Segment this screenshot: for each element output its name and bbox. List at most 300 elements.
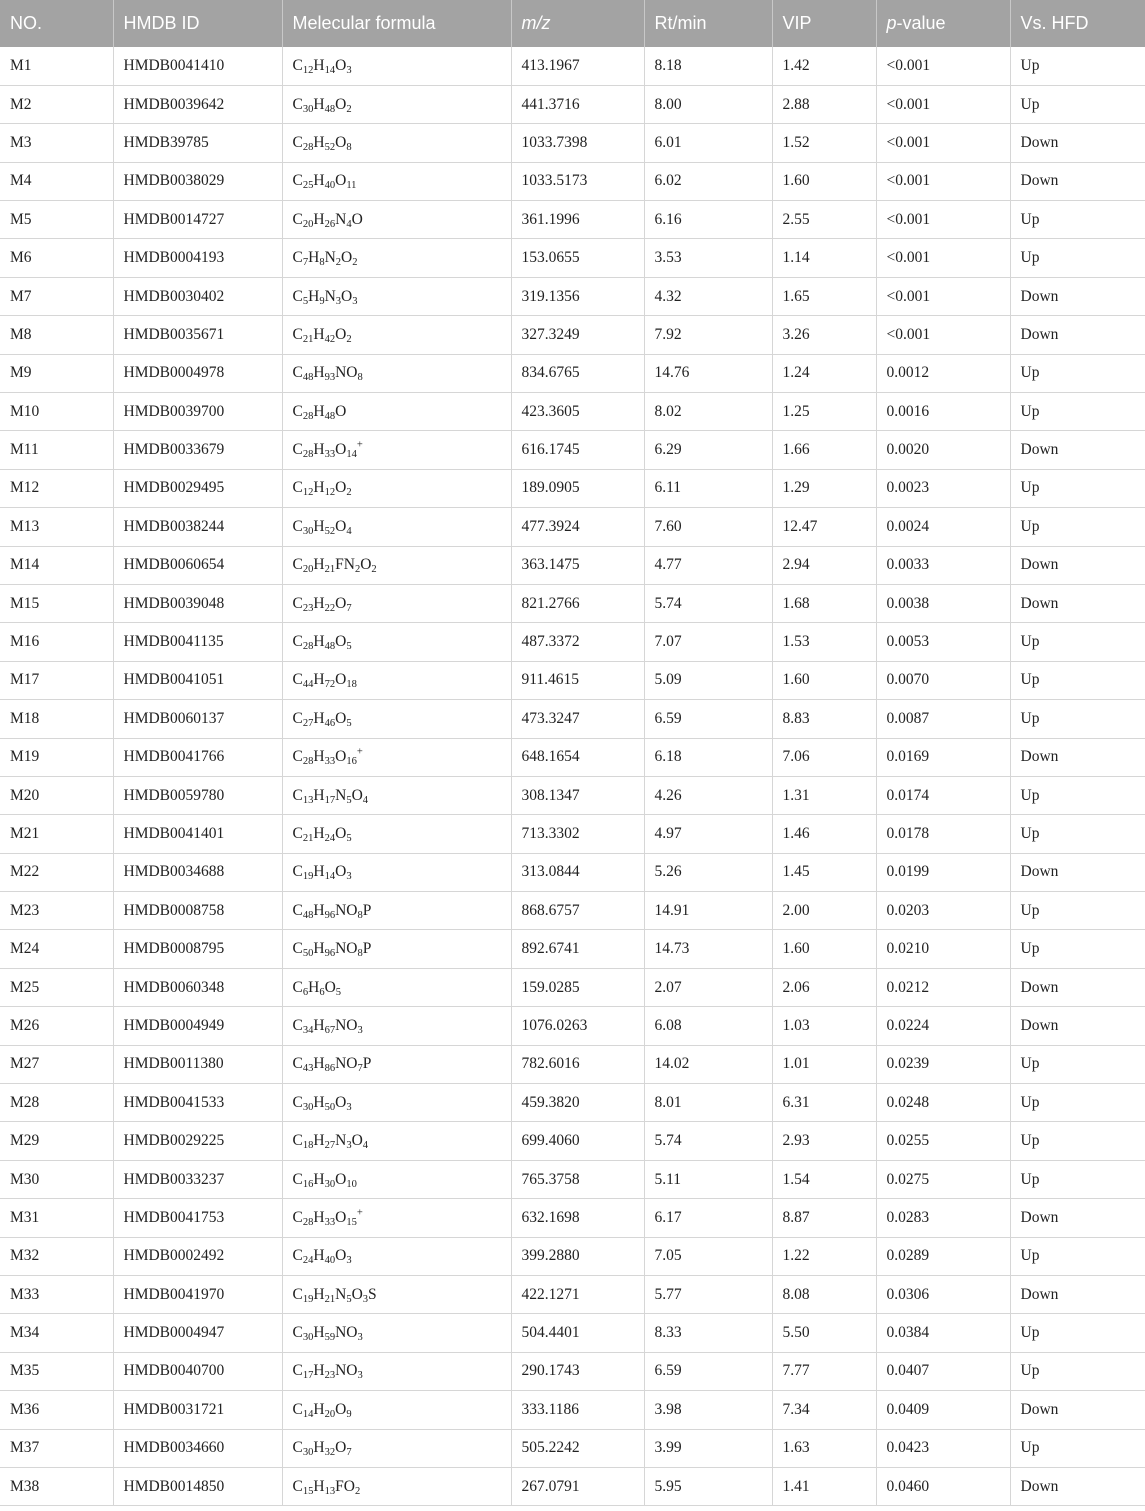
cell-formula: $C_5H_9N_3O_3$: [282, 277, 511, 315]
cell-vs-hfd: Up: [1010, 1429, 1145, 1467]
cell-rt: 3.99: [644, 1429, 772, 1467]
table-row: [0, 469, 1145, 507]
cell-formula: $C_{18}H_{27}N_3O_4$: [282, 1122, 511, 1160]
cell-vs-hfd: Down: [1010, 1199, 1145, 1237]
cell-vip: 1.31: [772, 776, 876, 814]
cell-no: M11: [0, 431, 113, 469]
cell-no: M28: [0, 1084, 113, 1122]
cell-vs-hfd: Down: [1010, 1467, 1145, 1505]
cell-p-value: 0.0169: [876, 738, 1010, 776]
cell-hmdb-id: HMDB39785: [113, 124, 282, 162]
table-row: [0, 1122, 1145, 1160]
cell-hmdb-id: HMDB0041766: [113, 738, 282, 776]
cell-hmdb-id: HMDB0004949: [113, 1007, 282, 1045]
cell-no: M9: [0, 354, 113, 392]
cell-hmdb-id: HMDB0014850: [113, 1467, 282, 1505]
cell-hmdb-id: HMDB0038244: [113, 508, 282, 546]
cell-formula: $C_{23}H_{22}O_7$: [282, 584, 511, 622]
cell-rt: 7.07: [644, 623, 772, 661]
cell-p-value: <0.001: [876, 239, 1010, 277]
cell-formula: $C_{48}H_{93}NO_8$: [282, 354, 511, 392]
cell-vs-hfd: Down: [1010, 162, 1145, 200]
cell-no: M3: [0, 124, 113, 162]
cell-vip: 2.00: [772, 892, 876, 930]
cell-formula: $C_{28}H_{48}O$: [282, 393, 511, 431]
cell-hmdb-id: HMDB0060137: [113, 700, 282, 738]
cell-no: M22: [0, 853, 113, 891]
cell-p-value: 0.0087: [876, 700, 1010, 738]
cell-rt: 6.17: [644, 1199, 772, 1237]
cell-vip: 12.47: [772, 508, 876, 546]
cell-vip: 1.60: [772, 162, 876, 200]
cell-no: M1: [0, 47, 113, 85]
cell-rt: 6.11: [644, 469, 772, 507]
cell-hmdb-id: HMDB0004193: [113, 239, 282, 277]
cell-no: M35: [0, 1352, 113, 1390]
cell-no: M16: [0, 623, 113, 661]
cell-formula: $C_{34}H_{67}NO_3$: [282, 1007, 511, 1045]
cell-p-value: 0.0070: [876, 661, 1010, 699]
cell-vip: 3.26: [772, 316, 876, 354]
cell-rt: 5.95: [644, 1467, 772, 1505]
cell-rt: 8.01: [644, 1084, 772, 1122]
cell-vs-hfd: Down: [1010, 968, 1145, 1006]
cell-formula: $C_{44}H_{72}O_{18}$: [282, 661, 511, 699]
cell-no: M31: [0, 1199, 113, 1237]
cell-formula: $C_{30}H_{52}O_4$: [282, 508, 511, 546]
cell-rt: 5.09: [644, 661, 772, 699]
cell-vip: 1.25: [772, 393, 876, 431]
cell-vip: 1.68: [772, 584, 876, 622]
cell-rt: 6.01: [644, 124, 772, 162]
cell-hmdb-id: HMDB0014727: [113, 201, 282, 239]
cell-p-value: 0.0210: [876, 930, 1010, 968]
cell-mz: 868.6757: [511, 892, 644, 930]
cell-mz: 423.3605: [511, 393, 644, 431]
table-row: [0, 201, 1145, 239]
cell-vs-hfd: Up: [1010, 661, 1145, 699]
cell-no: M37: [0, 1429, 113, 1467]
cell-rt: 8.18: [644, 47, 772, 85]
cell-hmdb-id: HMDB0059780: [113, 776, 282, 814]
cell-rt: 5.74: [644, 584, 772, 622]
cell-vs-hfd: Up: [1010, 85, 1145, 123]
cell-rt: 14.76: [644, 354, 772, 392]
cell-p-value: 0.0460: [876, 1467, 1010, 1505]
cell-hmdb-id: HMDB0034688: [113, 853, 282, 891]
cell-rt: 5.77: [644, 1276, 772, 1314]
cell-vs-hfd: Up: [1010, 239, 1145, 277]
table-row: [0, 815, 1145, 853]
cell-rt: 5.11: [644, 1160, 772, 1198]
cell-vip: 2.93: [772, 1122, 876, 1160]
table-row: [0, 316, 1145, 354]
cell-vs-hfd: Down: [1010, 124, 1145, 162]
cell-hmdb-id: HMDB0039700: [113, 393, 282, 431]
table-row: [0, 1429, 1145, 1467]
cell-vip: 1.53: [772, 623, 876, 661]
cell-mz: 911.4615: [511, 661, 644, 699]
cell-formula: $C_{24}H_{40}O_3$: [282, 1237, 511, 1275]
cell-formula: $C_{28}H_{48}O_5$: [282, 623, 511, 661]
cell-mz: 504.4401: [511, 1314, 644, 1352]
cell-hmdb-id: HMDB0041135: [113, 623, 282, 661]
cell-no: M15: [0, 584, 113, 622]
table-row: [0, 393, 1145, 431]
cell-formula: $C_{19}H_{14}O_3$: [282, 853, 511, 891]
cell-formula: $C_{43}H_{86}NO_7P$: [282, 1045, 511, 1083]
cell-p-value: 0.0038: [876, 584, 1010, 622]
cell-vip: 1.14: [772, 239, 876, 277]
cell-mz: 313.0844: [511, 853, 644, 891]
cell-no: M38: [0, 1467, 113, 1505]
cell-p-value: 0.0012: [876, 354, 1010, 392]
cell-hmdb-id: HMDB0038029: [113, 162, 282, 200]
table-row: [0, 1007, 1145, 1045]
cell-p-value: 0.0178: [876, 815, 1010, 853]
cell-mz: 892.6741: [511, 930, 644, 968]
cell-p-value: 0.0407: [876, 1352, 1010, 1390]
cell-p-value: 0.0423: [876, 1429, 1010, 1467]
cell-vip: 5.50: [772, 1314, 876, 1352]
cell-rt: 4.32: [644, 277, 772, 315]
table-row: [0, 853, 1145, 891]
cell-rt: 4.97: [644, 815, 772, 853]
cell-vs-hfd: Up: [1010, 1314, 1145, 1352]
cell-vs-hfd: Up: [1010, 1084, 1145, 1122]
table-row: [0, 892, 1145, 930]
cell-vs-hfd: Up: [1010, 776, 1145, 814]
cell-formula: $C_{28}H_{52}O_8$: [282, 124, 511, 162]
cell-rt: 6.18: [644, 738, 772, 776]
cell-p-value: 0.0023: [876, 469, 1010, 507]
cell-vs-hfd: Down: [1010, 738, 1145, 776]
cell-vip: 2.94: [772, 546, 876, 584]
table-row: [0, 623, 1145, 661]
cell-rt: 8.00: [644, 85, 772, 123]
cell-mz: 834.6765: [511, 354, 644, 392]
cell-rt: 5.26: [644, 853, 772, 891]
cell-no: M4: [0, 162, 113, 200]
table-row: [0, 546, 1145, 584]
cell-vip: 1.60: [772, 661, 876, 699]
cell-rt: 6.29: [644, 431, 772, 469]
cell-mz: 699.4060: [511, 1122, 644, 1160]
cell-no: M19: [0, 738, 113, 776]
cell-no: M21: [0, 815, 113, 853]
cell-formula: $C_{16}H_{30}O_{10}$: [282, 1160, 511, 1198]
table-row: [0, 239, 1145, 277]
cell-hmdb-id: HMDB0002492: [113, 1237, 282, 1275]
cell-formula: $C_{12}H_{14}O_3$: [282, 47, 511, 85]
table-row: [0, 1391, 1145, 1429]
cell-p-value: <0.001: [876, 124, 1010, 162]
column-header-p-rest: -value: [896, 13, 946, 33]
table-row: [0, 277, 1145, 315]
table-row: [0, 354, 1145, 392]
cell-p-value: 0.0409: [876, 1391, 1010, 1429]
cell-vip: 1.03: [772, 1007, 876, 1045]
cell-p-value: <0.001: [876, 47, 1010, 85]
cell-vs-hfd: Up: [1010, 508, 1145, 546]
cell-vip: 1.63: [772, 1429, 876, 1467]
cell-vip: 1.41: [772, 1467, 876, 1505]
cell-vip: 1.45: [772, 853, 876, 891]
cell-vip: 1.52: [772, 124, 876, 162]
cell-mz: 189.0905: [511, 469, 644, 507]
cell-vip: 1.22: [772, 1237, 876, 1275]
cell-p-value: 0.0053: [876, 623, 1010, 661]
cell-no: M8: [0, 316, 113, 354]
cell-mz: 632.1698: [511, 1199, 644, 1237]
cell-mz: 399.2880: [511, 1237, 644, 1275]
column-header-no: NO.: [0, 0, 113, 47]
cell-vs-hfd: Up: [1010, 201, 1145, 239]
cell-vs-hfd: Up: [1010, 1352, 1145, 1390]
cell-hmdb-id: HMDB0034660: [113, 1429, 282, 1467]
cell-hmdb-id: HMDB0041533: [113, 1084, 282, 1122]
cell-mz: 459.3820: [511, 1084, 644, 1122]
cell-no: M12: [0, 469, 113, 507]
table-row: [0, 1352, 1145, 1390]
cell-rt: 2.07: [644, 968, 772, 1006]
cell-p-value: <0.001: [876, 277, 1010, 315]
cell-mz: 361.1996: [511, 201, 644, 239]
cell-vs-hfd: Up: [1010, 393, 1145, 431]
cell-rt: 5.74: [644, 1122, 772, 1160]
cell-p-value: 0.0384: [876, 1314, 1010, 1352]
cell-formula: $C_{21}H_{42}O_2$: [282, 316, 511, 354]
cell-no: M2: [0, 85, 113, 123]
cell-hmdb-id: HMDB0039048: [113, 584, 282, 622]
cell-hmdb-id: HMDB0029495: [113, 469, 282, 507]
cell-mz: 413.1967: [511, 47, 644, 85]
cell-p-value: <0.001: [876, 316, 1010, 354]
cell-vip: 8.87: [772, 1199, 876, 1237]
cell-vs-hfd: Up: [1010, 469, 1145, 507]
column-header-p-italic: p: [886, 13, 897, 33]
cell-no: M26: [0, 1007, 113, 1045]
cell-formula: $C_7H_8N_2O_2$: [282, 239, 511, 277]
cell-vs-hfd: Up: [1010, 1122, 1145, 1160]
cell-p-value: 0.0020: [876, 431, 1010, 469]
cell-vip: 1.54: [772, 1160, 876, 1198]
cell-vip: 2.55: [772, 201, 876, 239]
cell-p-value: 0.0248: [876, 1084, 1010, 1122]
cell-mz: 153.0655: [511, 239, 644, 277]
table-header-row: [0, 0, 1145, 47]
cell-formula: $C_{48}H_{96}NO_8P$: [282, 892, 511, 930]
cell-vs-hfd: Down: [1010, 1391, 1145, 1429]
cell-mz: 765.3758: [511, 1160, 644, 1198]
cell-hmdb-id: HMDB0008758: [113, 892, 282, 930]
cell-formula: $C_{28}H_{33}O_{15}^+$: [282, 1199, 511, 1237]
cell-formula: $C_{25}H_{40}O_{11}$: [282, 162, 511, 200]
cell-rt: 6.08: [644, 1007, 772, 1045]
cell-no: M32: [0, 1237, 113, 1275]
table-row: [0, 661, 1145, 699]
cell-hmdb-id: HMDB0029225: [113, 1122, 282, 1160]
cell-p-value: 0.0212: [876, 968, 1010, 1006]
cell-hmdb-id: HMDB0041970: [113, 1276, 282, 1314]
cell-vs-hfd: Up: [1010, 354, 1145, 392]
cell-rt: 8.33: [644, 1314, 772, 1352]
cell-mz: 505.2242: [511, 1429, 644, 1467]
cell-formula: $C_{30}H_{32}O_7$: [282, 1429, 511, 1467]
cell-formula: $C_{27}H_{46}O_5$: [282, 700, 511, 738]
cell-mz: 487.3372: [511, 623, 644, 661]
cell-p-value: 0.0203: [876, 892, 1010, 930]
cell-p-value: 0.0224: [876, 1007, 1010, 1045]
cell-hmdb-id: HMDB0040700: [113, 1352, 282, 1390]
cell-vs-hfd: Down: [1010, 1276, 1145, 1314]
table-row: [0, 1084, 1145, 1122]
cell-rt: 14.02: [644, 1045, 772, 1083]
cell-no: M14: [0, 546, 113, 584]
cell-formula: $C_{30}H_{48}O_2$: [282, 85, 511, 123]
cell-mz: 363.1475: [511, 546, 644, 584]
cell-rt: 4.26: [644, 776, 772, 814]
cell-no: M10: [0, 393, 113, 431]
cell-p-value: <0.001: [876, 201, 1010, 239]
cell-no: M27: [0, 1045, 113, 1083]
cell-mz: 308.1347: [511, 776, 644, 814]
table-row: [0, 738, 1145, 776]
cell-rt: 4.77: [644, 546, 772, 584]
cell-p-value: 0.0199: [876, 853, 1010, 891]
cell-formula: $C_{20}H_{21}FN_2O_2$: [282, 546, 511, 584]
cell-p-value: 0.0255: [876, 1122, 1010, 1160]
cell-vs-hfd: Up: [1010, 1045, 1145, 1083]
cell-vs-hfd: Down: [1010, 853, 1145, 891]
cell-hmdb-id: HMDB0060654: [113, 546, 282, 584]
cell-p-value: 0.0306: [876, 1276, 1010, 1314]
cell-vip: 1.29: [772, 469, 876, 507]
cell-vs-hfd: Down: [1010, 584, 1145, 622]
cell-hmdb-id: HMDB0030402: [113, 277, 282, 315]
cell-no: M30: [0, 1160, 113, 1198]
cell-hmdb-id: HMDB0041753: [113, 1199, 282, 1237]
column-header-mz: [511, 0, 644, 47]
cell-no: M20: [0, 776, 113, 814]
cell-vs-hfd: Down: [1010, 316, 1145, 354]
cell-hmdb-id: HMDB0060348: [113, 968, 282, 1006]
cell-vip: 6.31: [772, 1084, 876, 1122]
cell-rt: 3.53: [644, 239, 772, 277]
cell-no: M24: [0, 930, 113, 968]
cell-rt: 7.92: [644, 316, 772, 354]
cell-vs-hfd: Up: [1010, 700, 1145, 738]
cell-formula: $C_6H_6O_5$: [282, 968, 511, 1006]
column-header-hmdb-id: HMDB ID: [113, 0, 282, 47]
cell-vs-hfd: Down: [1010, 431, 1145, 469]
cell-vip: 1.42: [772, 47, 876, 85]
cell-formula: $C_{14}H_{20}O_9$: [282, 1391, 511, 1429]
cell-p-value: 0.0239: [876, 1045, 1010, 1083]
cell-no: M34: [0, 1314, 113, 1352]
cell-vs-hfd: Up: [1010, 815, 1145, 853]
table-row: [0, 47, 1145, 85]
cell-vs-hfd: Up: [1010, 47, 1145, 85]
cell-mz: 441.3716: [511, 85, 644, 123]
cell-p-value: 0.0275: [876, 1160, 1010, 1198]
table-row: [0, 1237, 1145, 1275]
column-header-rt: Rt/min: [644, 0, 772, 47]
cell-mz: 713.3302: [511, 815, 644, 853]
cell-vs-hfd: Down: [1010, 546, 1145, 584]
table-row: [0, 930, 1145, 968]
cell-formula: $C_{19}H_{21}N_5O_3S$: [282, 1276, 511, 1314]
cell-mz: 333.1186: [511, 1391, 644, 1429]
cell-hmdb-id: HMDB0033237: [113, 1160, 282, 1198]
cell-rt: 7.05: [644, 1237, 772, 1275]
cell-hmdb-id: HMDB0008795: [113, 930, 282, 968]
column-header-p-value: [876, 0, 1010, 47]
cell-rt: 3.98: [644, 1391, 772, 1429]
cell-p-value: 0.0289: [876, 1237, 1010, 1275]
cell-mz: 616.1745: [511, 431, 644, 469]
cell-no: M6: [0, 239, 113, 277]
cell-no: M23: [0, 892, 113, 930]
cell-no: M7: [0, 277, 113, 315]
cell-formula: $C_{30}H_{50}O_3$: [282, 1084, 511, 1122]
table-row: [0, 85, 1145, 123]
cell-p-value: 0.0016: [876, 393, 1010, 431]
cell-rt: 14.73: [644, 930, 772, 968]
table-row: [0, 508, 1145, 546]
cell-hmdb-id: HMDB0041051: [113, 661, 282, 699]
cell-formula: $C_{12}H_{12}O_2$: [282, 469, 511, 507]
cell-mz: 473.3247: [511, 700, 644, 738]
cell-hmdb-id: HMDB0004947: [113, 1314, 282, 1352]
cell-vip: 2.88: [772, 85, 876, 123]
cell-rt: 14.91: [644, 892, 772, 930]
cell-formula: $C_{28}H_{33}O_{16}^+$: [282, 738, 511, 776]
cell-vip: 7.34: [772, 1391, 876, 1429]
cell-mz: 477.3924: [511, 508, 644, 546]
cell-vip: 1.01: [772, 1045, 876, 1083]
cell-rt: 6.59: [644, 700, 772, 738]
table-row: [0, 162, 1145, 200]
cell-formula: $C_{30}H_{59}NO_3$: [282, 1314, 511, 1352]
cell-no: M5: [0, 201, 113, 239]
cell-p-value: 0.0174: [876, 776, 1010, 814]
cell-vs-hfd: Down: [1010, 1007, 1145, 1045]
cell-no: M33: [0, 1276, 113, 1314]
cell-vip: 7.77: [772, 1352, 876, 1390]
cell-p-value: <0.001: [876, 85, 1010, 123]
cell-vs-hfd: Up: [1010, 623, 1145, 661]
cell-p-value: 0.0283: [876, 1199, 1010, 1237]
cell-formula: $C_{50}H_{96}NO_8P$: [282, 930, 511, 968]
cell-hmdb-id: HMDB0039642: [113, 85, 282, 123]
cell-mz: 159.0285: [511, 968, 644, 1006]
cell-formula: $C_{28}H_{33}O_{14}^+$: [282, 431, 511, 469]
cell-formula: $C_{20}H_{26}N_4O$: [282, 201, 511, 239]
table-row: [0, 776, 1145, 814]
cell-hmdb-id: HMDB0035671: [113, 316, 282, 354]
cell-rt: 6.59: [644, 1352, 772, 1390]
cell-mz: 290.1743: [511, 1352, 644, 1390]
table-row: [0, 1314, 1145, 1352]
cell-formula: $C_{15}H_{13}FO_2$: [282, 1467, 511, 1505]
cell-no: M36: [0, 1391, 113, 1429]
column-header-vs-hfd: Vs. HFD: [1010, 0, 1145, 47]
cell-no: M29: [0, 1122, 113, 1160]
table-row: [0, 124, 1145, 162]
cell-mz: 327.3249: [511, 316, 644, 354]
cell-rt: 6.02: [644, 162, 772, 200]
